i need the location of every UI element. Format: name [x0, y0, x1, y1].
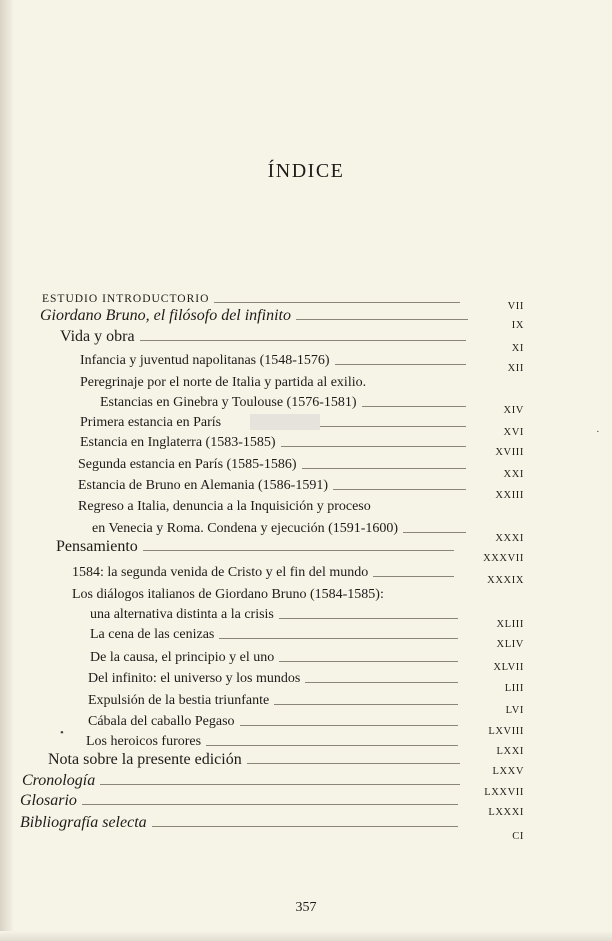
- leader-line: [362, 406, 466, 407]
- toc-label: Cronología: [22, 772, 96, 789]
- toc-row: [0, 713, 612, 737]
- toc-row: [0, 477, 612, 501]
- leader-line: [281, 446, 466, 447]
- toc-row: [0, 520, 612, 544]
- page-edge-shadow-bottom: [0, 931, 612, 941]
- scan-speck: ·: [596, 426, 600, 438]
- toc-row: [0, 772, 612, 798]
- toc-page: XXXIX: [487, 575, 524, 586]
- toc-label: Peregrinaje por el norte de Italia y partida al exilio.: [80, 375, 367, 390]
- toc-label: Regreso a Italia, denuncia a la Inquisición y proceso: [78, 499, 371, 514]
- leader-line: [305, 682, 458, 683]
- toc-label: en Venecia y Roma. Condena y ejecución (1591-1600): [92, 521, 399, 536]
- toc-row: [0, 352, 612, 372]
- index-heading: ÍNDICE: [267, 160, 345, 182]
- toc-page: LVI: [505, 705, 524, 716]
- toc-row: [0, 733, 612, 757]
- leader-line: [333, 489, 466, 490]
- toc-label: Giordano Bruno, el filósofo del infinito: [40, 307, 291, 324]
- toc-page: XII: [507, 363, 524, 374]
- toc-row: [0, 692, 612, 716]
- leader-line: [335, 364, 466, 365]
- toc-row: [0, 606, 612, 630]
- toc-label: Vida y obra: [60, 328, 135, 345]
- toc-label: Estancia en Inglaterra (1583-1585): [80, 435, 276, 450]
- leader-line: [403, 532, 466, 533]
- toc-label: Estancia de Bruno en Alemania (1586-1591): [78, 478, 328, 493]
- toc-row: [0, 394, 612, 414]
- leader-line: [240, 725, 458, 726]
- toc-row: [0, 498, 612, 518]
- leader-line: [296, 319, 468, 320]
- toc-page: LXXV: [492, 766, 524, 777]
- toc-page: XLVII: [493, 662, 524, 673]
- toc-label: La cena de las cenizas: [90, 627, 215, 642]
- toc-page: XIV: [503, 405, 524, 416]
- toc-label: Cábala del caballo Pegaso: [88, 714, 235, 729]
- scan-speck: •: [60, 727, 64, 739]
- toc-label: Pensamiento: [56, 538, 138, 555]
- toc-page: LXXVII: [484, 787, 524, 798]
- toc-label: Bibliografía selecta: [20, 814, 147, 831]
- toc-page: XLIV: [496, 639, 524, 650]
- toc-page: XXI: [503, 469, 524, 480]
- redaction-box: [250, 414, 320, 430]
- toc-label: Infancia y juventud napolitanas (1548-1576): [80, 353, 330, 368]
- toc-row: [0, 649, 612, 673]
- toc-label: 1584: la segunda venida de Cristo y el fin del mundo: [72, 565, 369, 580]
- leader-line: [214, 302, 460, 303]
- toc-label: Del infinito: el universo y los mundos: [88, 671, 301, 686]
- leader-line: [82, 804, 458, 805]
- toc-page: XVI: [503, 427, 524, 438]
- toc-row: [0, 792, 612, 818]
- toc-page: LXXXI: [488, 807, 524, 818]
- toc-row: [0, 538, 612, 564]
- toc-label: Glosario: [20, 792, 77, 809]
- leader-line: [152, 826, 458, 827]
- toc-label: una alternativa distinta a la crisis: [90, 607, 274, 622]
- toc-page: LXXI: [496, 746, 524, 757]
- leader-line: [206, 745, 458, 746]
- toc-row: [0, 670, 612, 694]
- toc-label: ESTUDIO INTRODUCTORIO: [42, 293, 210, 305]
- toc-row: [0, 307, 612, 331]
- toc-page: LXVIII: [488, 726, 524, 737]
- toc-label: Segunda estancia en París (1585-1586): [78, 457, 297, 472]
- toc-row: [0, 814, 612, 842]
- toc-label: Nota sobre la presente edición: [48, 751, 242, 768]
- leader-line: [100, 784, 460, 785]
- toc-page: XXIII: [495, 490, 524, 501]
- toc-row: [0, 374, 612, 394]
- toc-page: IX: [511, 320, 524, 331]
- toc-row: [0, 626, 612, 650]
- leader-line: [247, 763, 460, 764]
- leader-line: [143, 550, 454, 551]
- toc-page: XXXVII: [483, 553, 524, 564]
- toc-row: [0, 328, 612, 354]
- leader-line: [274, 704, 458, 705]
- leader-line: [301, 426, 466, 427]
- leader-line: [279, 661, 458, 662]
- toc-row: [0, 434, 612, 458]
- toc-page: XVIII: [495, 447, 524, 458]
- toc-page: XXXI: [495, 533, 524, 544]
- toc-page: CI: [512, 831, 524, 842]
- toc-page: LIII: [504, 683, 524, 694]
- toc-page: VII: [507, 301, 524, 312]
- leader-line: [302, 468, 467, 469]
- toc-label: Expulsión de la bestia triunfante: [88, 693, 270, 708]
- toc-label: Los diálogos italianos de Giordano Bruno (1584-1585):: [72, 587, 384, 602]
- leader-line: [279, 618, 458, 619]
- toc-row: [0, 751, 612, 777]
- toc-label: Los heroicos furores: [86, 734, 202, 749]
- toc-page: XI: [511, 343, 524, 354]
- toc-page: XLIII: [496, 619, 524, 630]
- toc-row: [0, 456, 612, 480]
- leader-line: [373, 576, 454, 577]
- toc-label: De la causa, el principio y el uno: [90, 650, 275, 665]
- toc-row: [0, 564, 612, 584]
- toc-label: Estancias en Ginebra y Toulouse (1576-1581): [100, 395, 357, 410]
- page-number: 357: [295, 900, 317, 915]
- toc-label: Primera estancia en París: [80, 415, 222, 430]
- toc-row: [0, 586, 612, 606]
- leader-line: [140, 340, 466, 341]
- leader-line: [219, 638, 458, 639]
